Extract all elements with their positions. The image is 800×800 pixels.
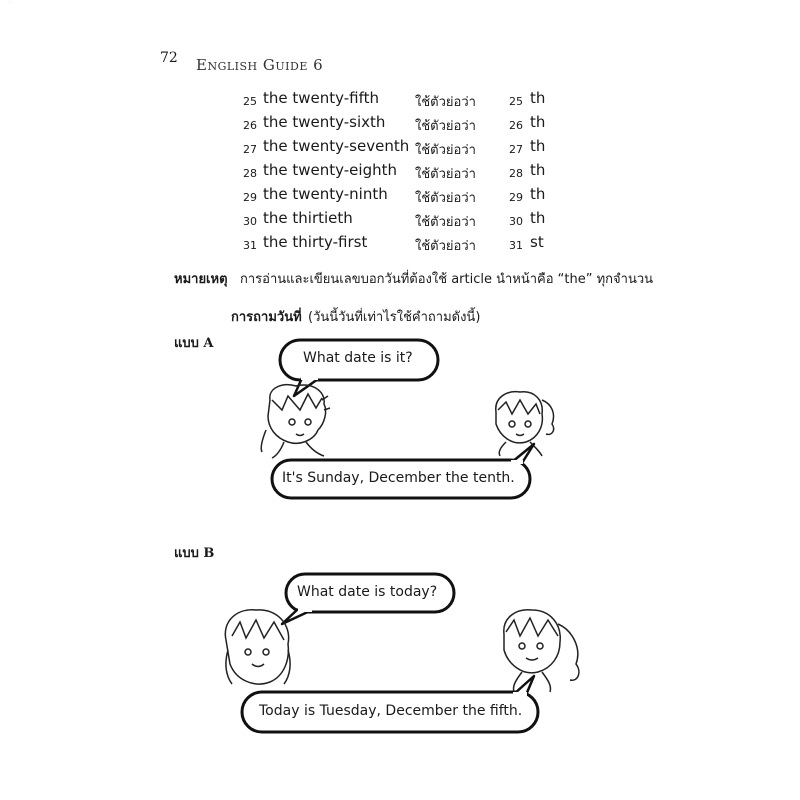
note-text: การอ่านและเขียนเลขบอกวันที่ต้องใช้ article นำหน้าคือ “the” ทุกจำนวน <box>240 272 654 287</box>
abbreviation-number: 29 <box>509 191 523 204</box>
abbreviation-label: ใช้ตัวย่อว่า <box>415 239 476 254</box>
ordinal-word: the twenty-seventh <box>263 137 410 155</box>
abbreviation-label: ใช้ตัวย่อว่า <box>415 167 476 182</box>
ordinal-word: the twenty-ninth <box>263 185 388 203</box>
ordinal-number: 28 <box>243 167 257 180</box>
asking-title: การถามวันที่ <box>231 310 302 325</box>
question-text-b: What date is today? <box>297 584 438 600</box>
abbreviation-label: ใช้ตัวย่อว่า <box>415 143 476 158</box>
asking-subtitle: (วันนี้วันที่เท่าไรใช้คำถามดังนี้) <box>308 310 481 325</box>
pattern-a-label: แบบ A <box>174 336 214 351</box>
abbreviation-label: ใช้ตัวย่อว่า <box>415 95 476 110</box>
abbreviation-suffix: th <box>530 137 546 155</box>
ordinal-number: 25 <box>243 95 257 108</box>
ordinal-number: 26 <box>243 119 257 132</box>
abbreviation-label: ใช้ตัวย่อว่า <box>415 215 476 230</box>
question-text-a: What date is it? <box>303 350 413 366</box>
ordinal-number: 27 <box>243 143 257 156</box>
girl-character-icon <box>225 610 290 684</box>
abbreviation-label: ใช้ตัวย่อว่า <box>415 191 476 206</box>
abbreviation-number: 27 <box>509 143 523 156</box>
abbreviation-suffix: th <box>530 89 546 107</box>
page-number: 72 <box>160 50 178 66</box>
girl-character-icon <box>504 610 579 692</box>
abbreviation-suffix: th <box>530 161 546 179</box>
note-label: หมายเหตุ <box>174 272 228 287</box>
ordinal-word: the thirty-first <box>263 233 368 251</box>
book-title: English Guide 6 <box>196 56 324 74</box>
abbreviation-suffix: th <box>530 185 546 203</box>
answer-text-a: It's Sunday, December the tenth. <box>282 470 515 486</box>
abbreviation-suffix: th <box>530 113 546 131</box>
ordinal-word: the twenty-sixth <box>263 113 386 131</box>
ordinal-word: the twenty-fifth <box>263 89 380 107</box>
abbreviation-label: ใช้ตัวย่อว่า <box>415 119 476 134</box>
abbreviation-number: 31 <box>509 239 523 252</box>
abbreviation-number: 25 <box>509 95 523 108</box>
abbreviation-number: 28 <box>509 167 523 180</box>
ordinal-word: the twenty-eighth <box>263 161 397 179</box>
abbreviation-number: 30 <box>509 215 523 228</box>
ordinal-number: 30 <box>243 215 257 228</box>
abbreviation-suffix: st <box>530 233 544 251</box>
answer-text-b: Today is Tuesday, December the fifth. <box>259 703 523 719</box>
ordinal-word: the thirtieth <box>263 209 353 227</box>
ordinal-number: 29 <box>243 191 257 204</box>
ordinal-number: 31 <box>243 239 257 252</box>
pattern-b-label: แบบ B <box>174 546 215 561</box>
abbreviation-suffix: th <box>530 209 546 227</box>
abbreviation-number: 26 <box>509 119 523 132</box>
